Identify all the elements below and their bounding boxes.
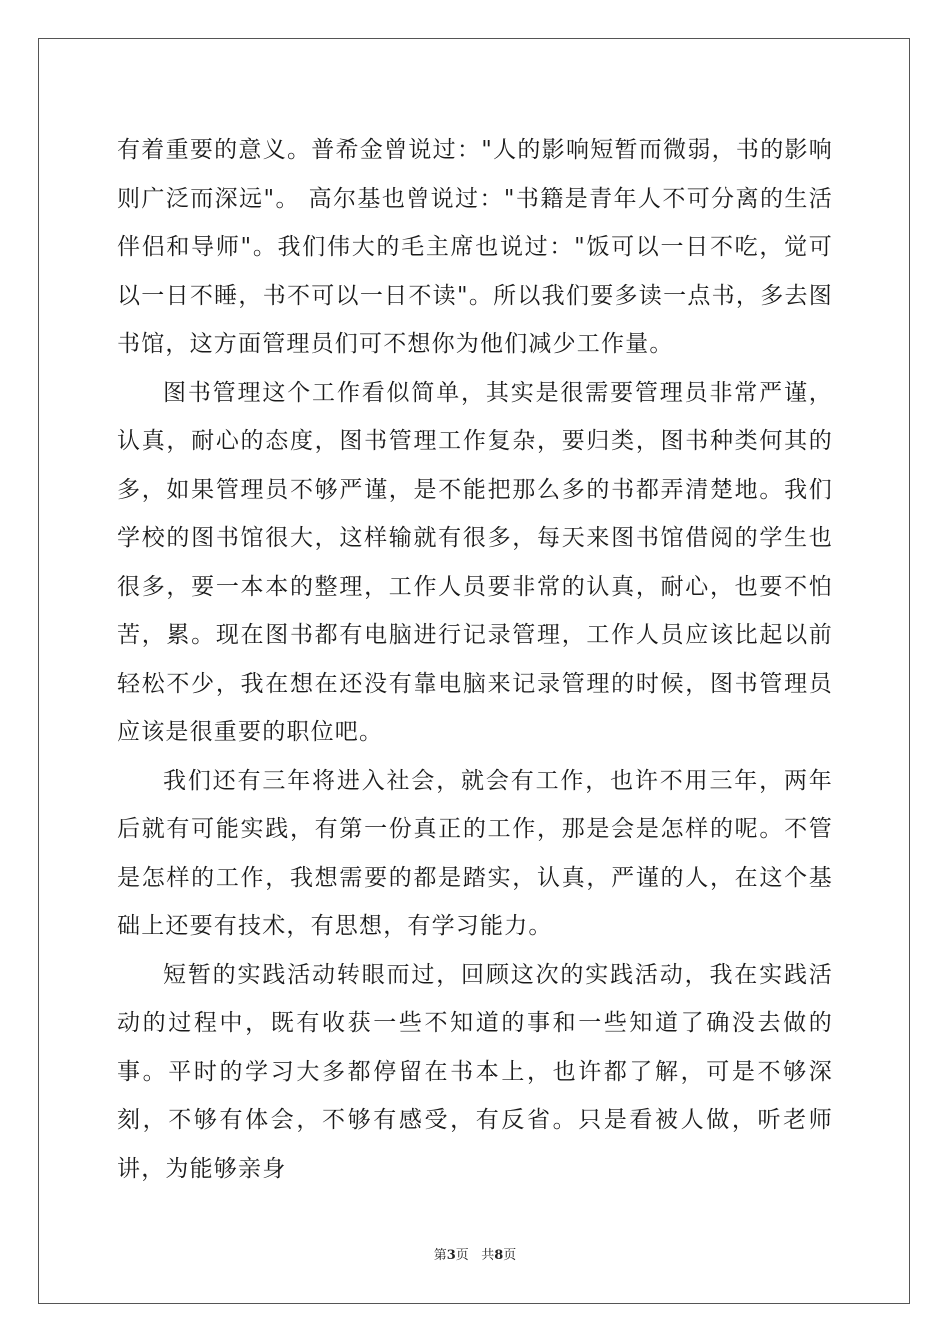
paragraph-4: 短暂的实践活动转眼而过，回顾这次的实践活动，我在实践活动的过程中，既有收获一些不知道的事和一些知道了确没去做的事。平时的学习大多都停留在书本上，也许都了解，可是不够深刻，不够有体会，不够有感受，有反省。只是看被人做，听老师讲，为能够亲身 (117, 961, 833, 1182)
paragraph-2: 图书管理这个工作看似简单，其实是很需要管理员非常严谨，认真，耐心的态度，图书管理工作复杂，要归类，图书种类何其的多，如果管理员不够严谨，是不能把那么多的书都弄清楚地。我们学校的图书馆很大，这样输就有很多，每天来图书馆借阅的学生也很多，要一本本的整理，工作人员要非常的认真，耐心，也要不怕苦，累。现在图书都有电脑进行记录管理，工作人员应该比起以前轻松不少，我在想在还没有靠电脑来记录管理的时候，图书管理员应该是很重要的职位吧。 (117, 379, 833, 745)
footer-prefix: 第 (433, 1248, 447, 1263)
paragraph-1: 有着重要的意义。普希金曾说过："人的影响短暂而微弱，书的影响则广泛而深远"。 高尔基也曾说过："书籍是青年人不可分离的生活伴侣和导师"。我们伟大的毛主席也说过："饭可以一日不吃，觉可以一日不睡，书不可以一日不读"。所以我们要多读一点书，多去图书馆，这方面管理员们可不想你为他们减少工作量。 (117, 137, 833, 357)
footer-suffix: 页 (503, 1248, 517, 1263)
page-footer (0, 1244, 950, 1263)
document-body (117, 126, 833, 1193)
footer-middle: 页 共 (455, 1248, 495, 1263)
paragraph-3: 我们还有三年将进入社会，就会有工作，也许不用三年，两年后就有可能实践，有第一份真正的工作，那是会是怎样的呢。不管是怎样的工作，我想需要的都是踏实，认真，严谨的人，在这个基础上还要有技术，有思想，有学习能力。 (117, 767, 833, 939)
footer-current-page: 3 (446, 1248, 456, 1263)
footer-total-pages: 8 (494, 1248, 504, 1263)
